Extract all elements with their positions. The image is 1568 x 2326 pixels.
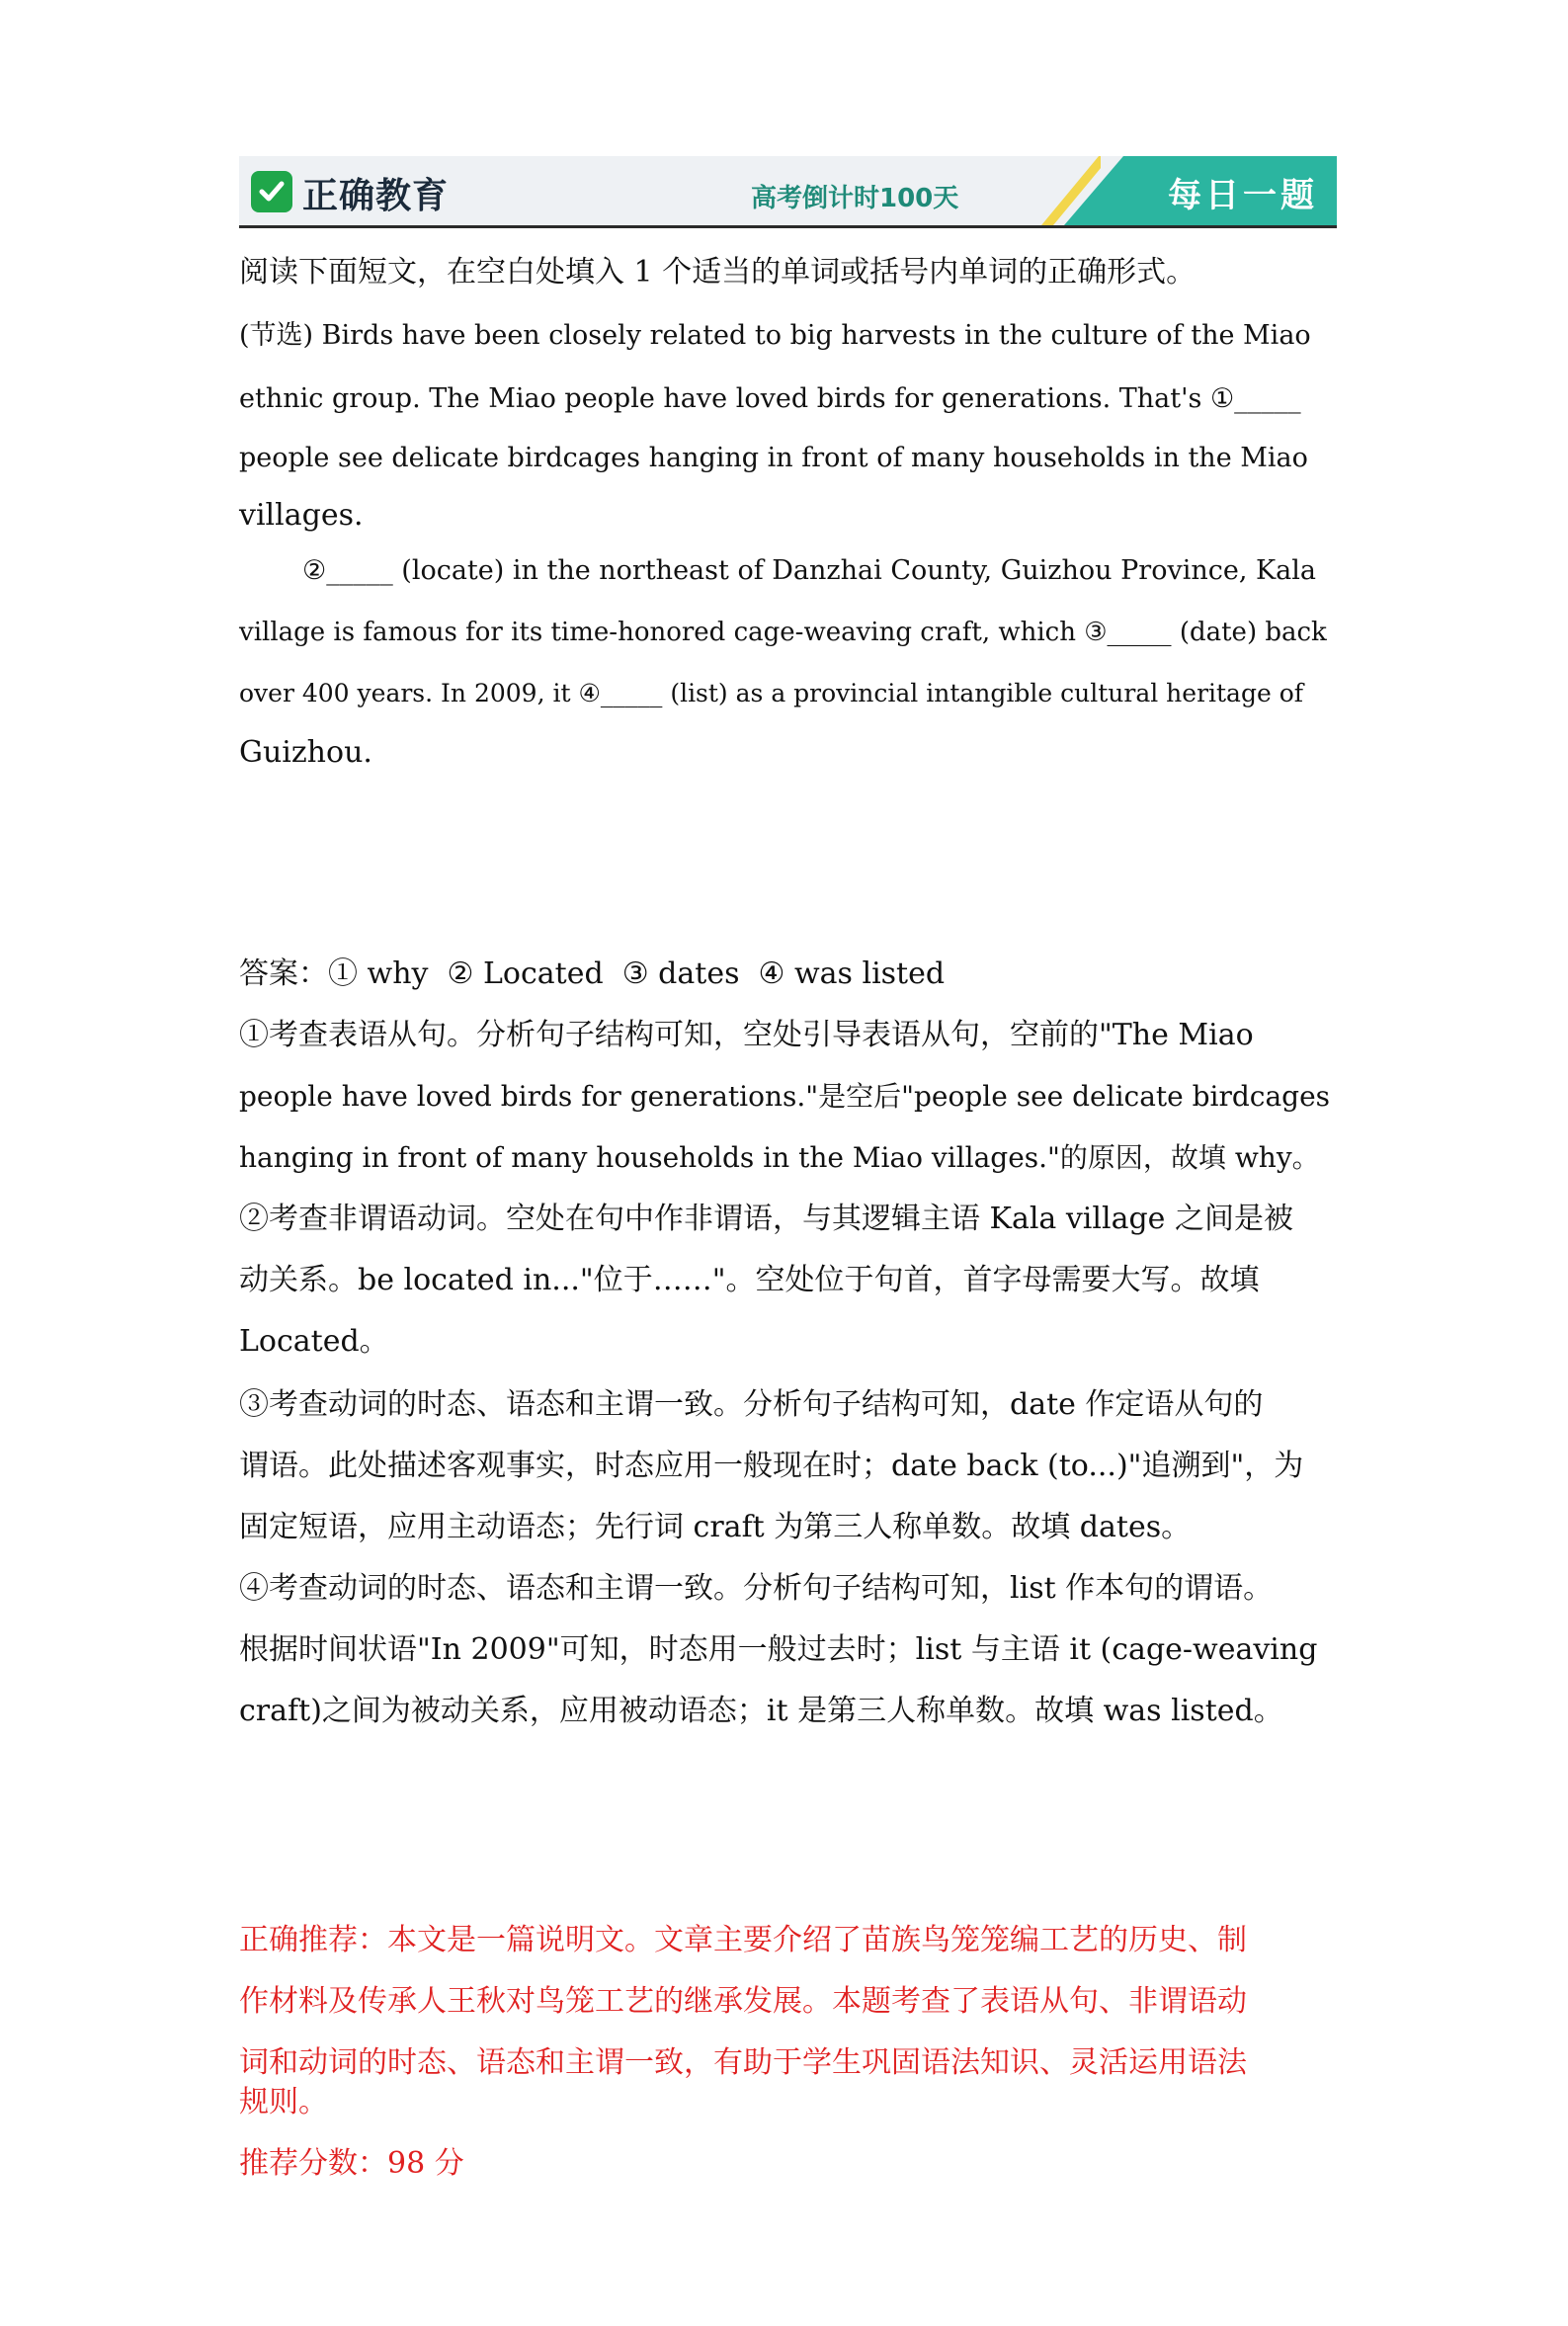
logo-text: 正确教育: [302, 176, 450, 216]
explanation-line: ④考查动词的时态、语态和主谓一致。分析句子结构可知，list 作本句的谓语。: [239, 1571, 1274, 1606]
daily-question-label: 每日一题: [1168, 176, 1318, 215]
recommendation-line: 作材料及传承人王秋对鸟笼工艺的继承发展。本题考查了表语从句、非谓语动: [239, 1984, 1247, 2019]
question-instruction: 阅读下面短文，在空白处填入 1 个适当的单词或括号内单词的正确形式。: [239, 255, 1197, 290]
explanation-line: craft)之间为被动关系，应用被动语态；it 是第三人称单数。故填 was listed。: [239, 1694, 1283, 1728]
passage-line: over 400 years. In 2009, it ④_____ (list) as a provincial intangible cultural heritage of: [239, 679, 1304, 707]
explanation-line: ②考查非谓语动词。空处在句中作非谓语，与其逻辑主语 Kala village 之间是被: [239, 1202, 1293, 1236]
header-banner: [239, 156, 1337, 225]
recommendation-line: 词和动词的时态、语态和主谓一致，有助于学生巩固语法知识、灵活运用语法: [239, 2045, 1247, 2080]
explanation-line: people have loved birds for generations."是空后"people see delicate birdcages: [239, 1080, 1331, 1113]
countdown-label: 高考倒计时100天: [751, 184, 959, 213]
passage-line: villages.: [239, 498, 364, 533]
passage-line: ②_____ (locate) in the northeast of Danzhai County, Guizhou Province, Kala: [302, 555, 1317, 586]
passage-line: (节选) Birds have been closely related to big harvests in the culture of the Miao: [239, 320, 1311, 351]
recommendation-line: 规则。: [239, 2085, 328, 2119]
passage-line: people see delicate birdcages hanging in front of many households in the Miao: [239, 443, 1308, 473]
check-icon: [251, 171, 292, 212]
recommendation-score: 推荐分数：98 分: [239, 2146, 464, 2181]
header-divider: [239, 225, 1337, 228]
explanation-line: 动关系。be located in..."位于……"。空处位于句首，首字母需要大写。故填: [239, 1263, 1260, 1297]
explanation-line: ③考查动词的时态、语态和主谓一致。分析句子结构可知，date 作定语从句的: [239, 1387, 1264, 1422]
explanation-line: 固定短语，应用主动语态；先行词 craft 为第三人称单数。故填 dates。: [239, 1510, 1192, 1544]
explanation-line: Located。: [239, 1324, 389, 1359]
answer-summary: 答案：① why ② Located ③ dates ④ was listed: [239, 956, 946, 991]
passage-line: ethnic group. The Miao people have loved birds for generations. That's ①_____: [239, 383, 1301, 414]
explanation-line: ①考查表语从句。分析句子结构可知，空处引导表语从句，空前的"The Miao: [239, 1018, 1254, 1052]
recommendation-line: 正确推荐：本文是一篇说明文。文章主要介绍了苗族鸟笼笼编工艺的历史、制: [239, 1923, 1247, 1957]
explanation-line: 谓语。此处描述客观事实，时态应用一般现在时；date back (to...)"追溯到"，为: [239, 1449, 1304, 1483]
passage-line: village is famous for its time-honored cage-weaving craft, which ③_____ (date) back: [239, 618, 1327, 647]
passage-line: Guizhou.: [239, 735, 372, 770]
explanation-line: 根据时间状语"In 2009"可知，时态用一般过去时；list 与主语 it (cage-weaving: [239, 1632, 1318, 1667]
explanation-line: hanging in front of many households in the Miao villages."的原因，故填 why。: [239, 1141, 1320, 1174]
